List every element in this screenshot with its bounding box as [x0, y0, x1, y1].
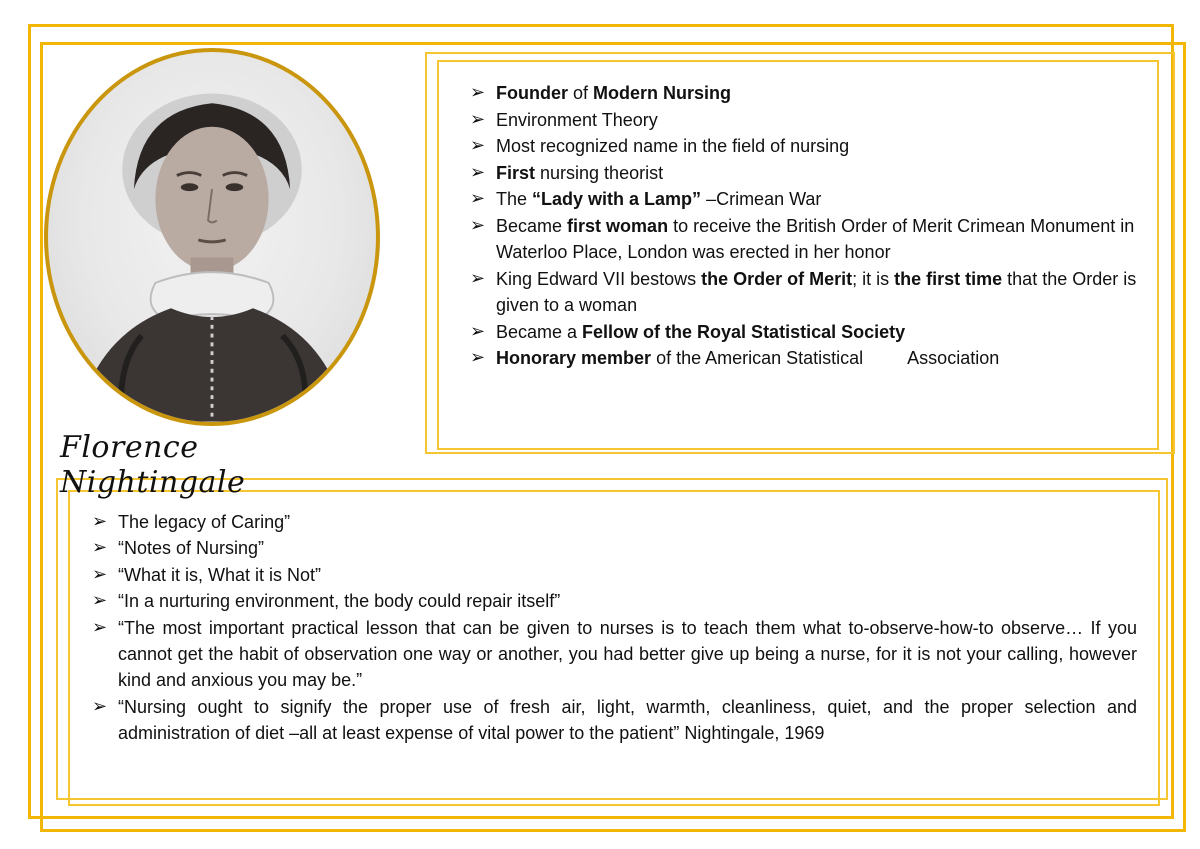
- bold-text: the Order of Merit: [701, 268, 853, 289]
- arrow-bullet-icon: ➢: [470, 82, 486, 103]
- text: to receive the British Order of Merit Crimean Monument in Waterloo Place, London was erected in her honor: [496, 215, 1135, 262]
- text: ; it is: [852, 268, 895, 289]
- fact-item: [470, 133, 1150, 160]
- bold-text: First: [496, 162, 536, 183]
- text: The legacy of Caring”: [118, 512, 291, 532]
- quote-item: [92, 562, 1137, 588]
- text: “The most important practical lesson that can be given to nurses is to teach them what to-observe-how-to observe… If you cannot get the habit of observation one way or another, you had better give up being a nurse, for it is not your calling, however kind and anxious you may be.”: [118, 617, 1137, 691]
- quote-item: [92, 588, 1137, 614]
- fact-item: [470, 186, 1150, 213]
- bold-text: first woman: [567, 215, 669, 236]
- fact-item: [470, 107, 1150, 134]
- arrow-bullet-icon: ➢: [470, 161, 486, 183]
- fact-item: [470, 213, 1150, 266]
- text: King Edward VII bestows: [496, 268, 702, 289]
- bold-text: the first time: [894, 268, 1003, 289]
- quote-item: [92, 509, 1137, 535]
- text: nursing theorist: [535, 162, 664, 183]
- text: The: [496, 189, 533, 209]
- bold-text: Honorary member: [496, 348, 652, 368]
- arrow-bullet-icon: ➢: [470, 214, 486, 236]
- text: Environment Theory: [496, 109, 658, 130]
- quote-item: [92, 615, 1137, 694]
- quote-item: [92, 535, 1137, 561]
- arrow-bullet-icon: ➢: [470, 320, 486, 342]
- text: –Crimean War: [701, 189, 822, 209]
- text: “In a nurturing environment, the body could repair itself”: [118, 591, 561, 612]
- fact-item: [470, 80, 1150, 107]
- bold-text: “Lady with a Lamp”: [532, 189, 702, 209]
- text: Became: [496, 215, 568, 236]
- text: “What it is, What it is Not”: [118, 564, 322, 585]
- arrow-bullet-icon: ➢: [470, 188, 486, 209]
- quotes-list: [92, 509, 1137, 747]
- text: of the American Statistical: [651, 348, 864, 368]
- portrait-image: [44, 48, 380, 426]
- fact-item: [470, 160, 1150, 187]
- bold-text: Founder: [496, 83, 568, 103]
- portrait-caption: Florence Nightingale: [60, 430, 246, 500]
- fact-item: [470, 266, 1150, 319]
- fact-item: [470, 345, 1150, 372]
- text: Became a: [496, 321, 583, 342]
- text: “Nursing ought to signify the proper use of fresh air, light, warmth, cleanliness, quiet, and the proper selection and administration of diet –all at least expense of vital power to the patient” Nightingale, 1969: [118, 696, 1137, 744]
- quote-item: [92, 694, 1137, 747]
- facts-list: [470, 80, 1150, 372]
- arrow-bullet-icon: ➢: [470, 108, 486, 130]
- portrait-illustration: [48, 52, 376, 422]
- arrow-bullet-icon: ➢: [470, 267, 486, 289]
- arrow-bullet-icon: ➢: [92, 537, 108, 559]
- bold-text: Fellow of the Royal Statistical Society: [582, 321, 906, 342]
- arrow-bullet-icon: ➢: [92, 511, 108, 532]
- text: Association: [907, 348, 1000, 368]
- arrow-bullet-icon: ➢: [92, 590, 108, 612]
- text: Most recognized name in the field of nursing: [496, 136, 850, 156]
- text: of: [568, 83, 594, 103]
- fact-item: [470, 319, 1150, 346]
- bold-text: Modern Nursing: [593, 83, 732, 103]
- arrow-bullet-icon: ➢: [92, 695, 108, 717]
- arrow-bullet-icon: ➢: [92, 563, 108, 585]
- arrow-bullet-icon: ➢: [470, 347, 486, 368]
- text: that the Order is given to a woman: [496, 268, 1137, 315]
- text: “Notes of Nursing”: [118, 538, 265, 559]
- arrow-bullet-icon: ➢: [92, 616, 108, 638]
- arrow-bullet-icon: ➢: [470, 135, 486, 156]
